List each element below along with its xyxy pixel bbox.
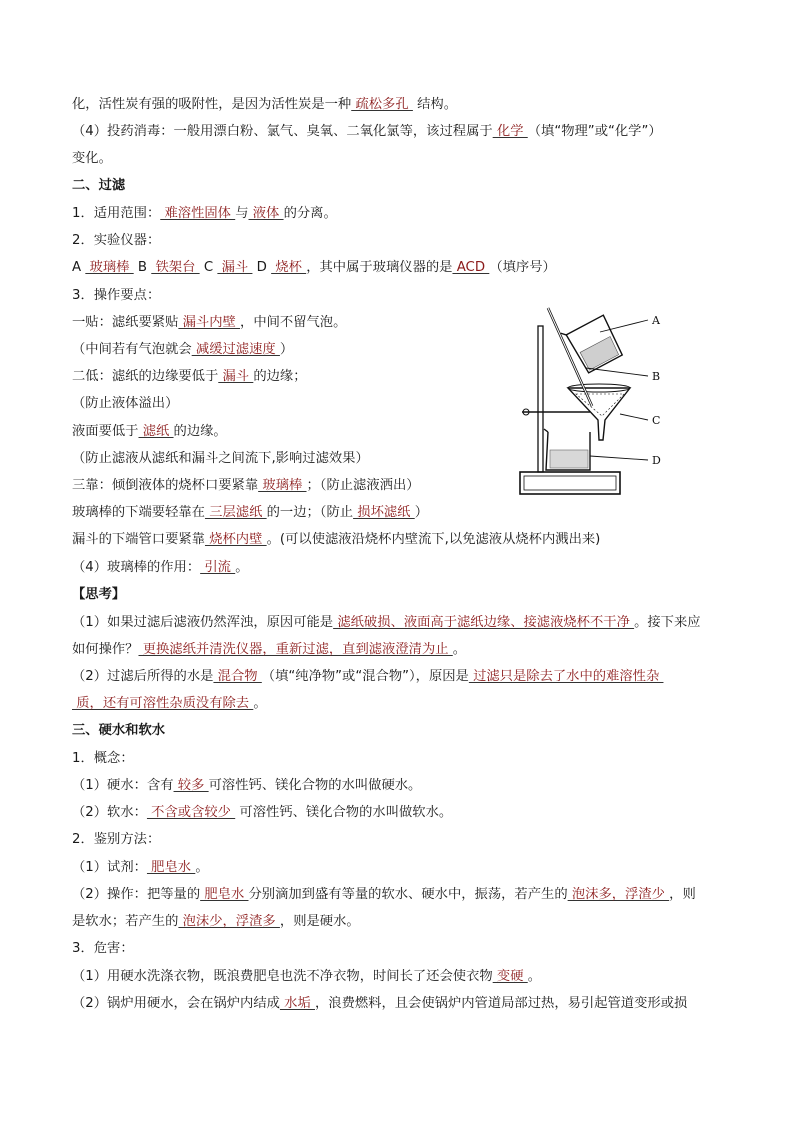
text-segment: （4）投药消毒：一般用漂白粉、氯气、臭氧、二氧化氯等，该过程属于 xyxy=(72,124,493,139)
text-segment: 分别滴加到盛有等量的软水、硬水中，振荡，若产生的 xyxy=(248,887,568,902)
answer-blank: 烧杯 xyxy=(271,260,307,275)
answer-blank: ACD xyxy=(452,260,490,275)
answer-blank: 滤纸破损、液面高于滤纸边缘、接滤液烧杯不干净 xyxy=(333,615,635,630)
answer-blank: 混合物 xyxy=(213,669,262,684)
answer-blank: 减缓过滤速度 xyxy=(191,342,280,357)
text-segment: （填“物理”或“化学”） xyxy=(527,124,662,139)
answer-blank: 较多 xyxy=(173,778,209,793)
text-segment: 如何操作？ xyxy=(72,642,139,657)
label-a: A xyxy=(652,314,660,327)
text-segment: A xyxy=(72,260,86,275)
text-segment: 玻璃棒的下端要轻靠在 xyxy=(72,505,205,520)
text-segment: （2）操作：把等量的 xyxy=(72,887,201,902)
text-segment: 的一边；（防止 xyxy=(266,505,354,520)
answer-blank: 玻璃棒 xyxy=(85,260,134,275)
answer-blank: 漏斗 xyxy=(217,260,253,275)
text-segment: 可溶性钙、镁化合物的水叫做硬水。 xyxy=(208,778,422,793)
text-segment: 的边缘。 xyxy=(173,424,227,439)
text-line xyxy=(72,559,736,577)
text-segment: 漏斗的下端管口要紧靠 xyxy=(72,532,205,547)
text-segment: （1）如果过滤后滤液仍然浑浊，原因可能是 xyxy=(72,615,334,630)
text-line xyxy=(72,722,736,740)
answer-blank: 损坏滤纸 xyxy=(353,505,415,520)
iron-stand-rod xyxy=(538,326,543,472)
text-segment: 。 xyxy=(195,860,209,875)
answer-blank: 漏斗 xyxy=(218,369,254,384)
text-line xyxy=(72,205,736,223)
answer-blank: 烧杯内壁 xyxy=(204,532,267,547)
text-segment: 1．概念： xyxy=(72,751,134,766)
answer-blank: 疏松多孔 xyxy=(351,97,413,112)
text-line xyxy=(72,750,736,768)
text-segment: 可溶性钙、镁化合物的水叫做软水。 xyxy=(235,805,453,820)
answer-blank: 三层滤纸 xyxy=(204,505,267,520)
text-line xyxy=(72,287,736,305)
text-segment: ） xyxy=(279,342,294,357)
text-segment: 液面要低于 xyxy=(72,424,139,439)
text-segment: 。 xyxy=(253,696,267,711)
answer-blank: 更换滤纸并清洗仪器，重新过滤，直到滤液澄清为止 xyxy=(138,642,453,657)
text-segment: 是软水；若产生的 xyxy=(72,914,179,929)
text-line xyxy=(72,586,736,604)
answer-blank: 过滤只是除去了水中的难溶性杂 xyxy=(468,669,664,684)
text-segment: （2）过滤后所得的水是 xyxy=(72,669,214,684)
text-segment: 的边缘； xyxy=(253,369,307,384)
text-segment: 。接下来应 xyxy=(634,615,701,630)
text-line xyxy=(72,831,736,849)
answer-blank: 肥皂水 xyxy=(146,860,196,875)
text-segment: 2．鉴别方法： xyxy=(72,832,161,847)
text-segment: （填序号） xyxy=(489,260,556,275)
text-segment: 。 xyxy=(452,642,467,657)
text-segment: 。 xyxy=(527,969,542,984)
text-segment: 变化。 xyxy=(72,151,112,166)
text-segment: 化，活性炭有强的吸附性，是因为活性炭是一种 xyxy=(72,97,352,112)
text-segment: （4）玻璃棒的作用： xyxy=(72,560,201,575)
text-segment: B xyxy=(133,260,152,275)
text-line xyxy=(72,150,736,168)
text-segment: 。 xyxy=(235,560,249,575)
text-segment: ，浪费燃料，且会使锅炉内管道局部过热，易引起管道变形或损 xyxy=(314,996,688,1011)
text-segment: 结构。 xyxy=(412,97,458,112)
text-segment: ） xyxy=(414,505,429,520)
text-segment: ，则是硬水。 xyxy=(279,914,360,929)
text-segment: 3．操作要点： xyxy=(72,288,161,303)
text-line xyxy=(72,641,736,659)
label-d: D xyxy=(652,454,661,467)
answer-blank: 不含或含较少 xyxy=(146,805,236,820)
pouring-beaker xyxy=(561,312,624,376)
text-segment: 3．危害： xyxy=(72,941,134,956)
text-line xyxy=(72,504,736,522)
answer-blank: 质，还有可溶性杂质没有除去 xyxy=(72,696,254,711)
text-segment: 三、硬水和软水 xyxy=(72,723,166,738)
answer-blank: 泡沫多，浮渣少 xyxy=(567,887,670,902)
text-segment: （1）试剂： xyxy=(72,860,147,875)
answer-blank: 液体 xyxy=(248,206,284,221)
text-line xyxy=(72,123,736,141)
answer-blank: 化学 xyxy=(492,124,528,139)
text-segment: 1．适用范围： xyxy=(72,206,161,221)
text-segment: 【思考】 xyxy=(72,587,126,602)
answer-blank: 漏斗内壁 xyxy=(178,315,241,330)
answer-blank: 玻璃棒 xyxy=(258,478,307,493)
text-line xyxy=(72,913,736,931)
text-line xyxy=(72,777,736,795)
text-line xyxy=(72,668,736,686)
answer-blank: 肥皂水 xyxy=(200,887,249,902)
text-segment: （中间若有气泡就会 xyxy=(72,342,192,357)
text-line xyxy=(72,859,736,877)
text-segment: ，中间不留气泡。 xyxy=(240,315,347,330)
text-segment: ，其中属于玻璃仪器的是 xyxy=(306,260,453,275)
text-segment: （1）用硬水洗涤衣物，既浪费肥皂也洗不净衣物，时间长了还会使衣物 xyxy=(72,969,493,984)
text-line xyxy=(72,259,736,277)
text-segment: 与 xyxy=(235,206,249,221)
text-segment: （2）软水： xyxy=(72,805,147,820)
text-line xyxy=(72,232,736,250)
answer-blank: 铁架台 xyxy=(151,260,200,275)
text-line xyxy=(72,695,736,713)
text-segment: 2．实验仪器： xyxy=(72,233,161,248)
text-line xyxy=(72,940,736,958)
text-segment: 一贴：滤纸要紧贴 xyxy=(72,315,179,330)
text-segment: 二、过滤 xyxy=(72,178,126,193)
text-segment: 二低：滤纸的边缘要低于 xyxy=(72,369,219,384)
text-line xyxy=(72,96,736,114)
label-b: B xyxy=(652,370,661,383)
text-segment: （2）锅炉用硬水，会在锅炉内结成 xyxy=(72,996,280,1011)
iron-stand-base xyxy=(520,472,620,494)
text-segment: 三靠：倾倒液体的烧杯口要紧靠 xyxy=(72,478,259,493)
answer-blank: 引流 xyxy=(200,560,236,575)
answer-blank: 滤纸 xyxy=(138,424,174,439)
text-segment: （防止液体溢出） xyxy=(72,396,179,411)
text-segment: 。(可以使滤液沿烧杯内壁流下,以免滤液从烧杯内溅出来) xyxy=(266,532,601,547)
label-c: C xyxy=(652,414,661,427)
text-segment: ，则 xyxy=(669,887,696,902)
text-segment: ；（防止滤液洒出） xyxy=(306,478,420,493)
text-segment: 的分离。 xyxy=(283,206,337,221)
text-segment: C xyxy=(199,260,218,275)
text-line xyxy=(72,614,736,632)
text-segment: D xyxy=(252,260,272,275)
text-line xyxy=(72,531,736,549)
filtration-apparatus-figure xyxy=(512,304,674,500)
answer-blank: 难溶性固体 xyxy=(160,206,236,221)
text-line xyxy=(72,968,736,986)
text-segment: （填“纯净物”或“混合物”），原因是 xyxy=(261,669,469,684)
text-line xyxy=(72,804,736,822)
answer-blank: 变硬 xyxy=(492,969,528,984)
text-segment: （1）硬水：含有 xyxy=(72,778,174,793)
answer-blank: 泡沫少，浮渣多 xyxy=(178,914,280,929)
answer-blank: 水垢 xyxy=(279,996,315,1011)
text-line xyxy=(72,995,736,1013)
text-line xyxy=(72,177,736,195)
text-segment: （防止滤液从滤纸和漏斗之间流下,影响过滤效果） xyxy=(72,451,369,466)
text-line xyxy=(72,886,736,904)
